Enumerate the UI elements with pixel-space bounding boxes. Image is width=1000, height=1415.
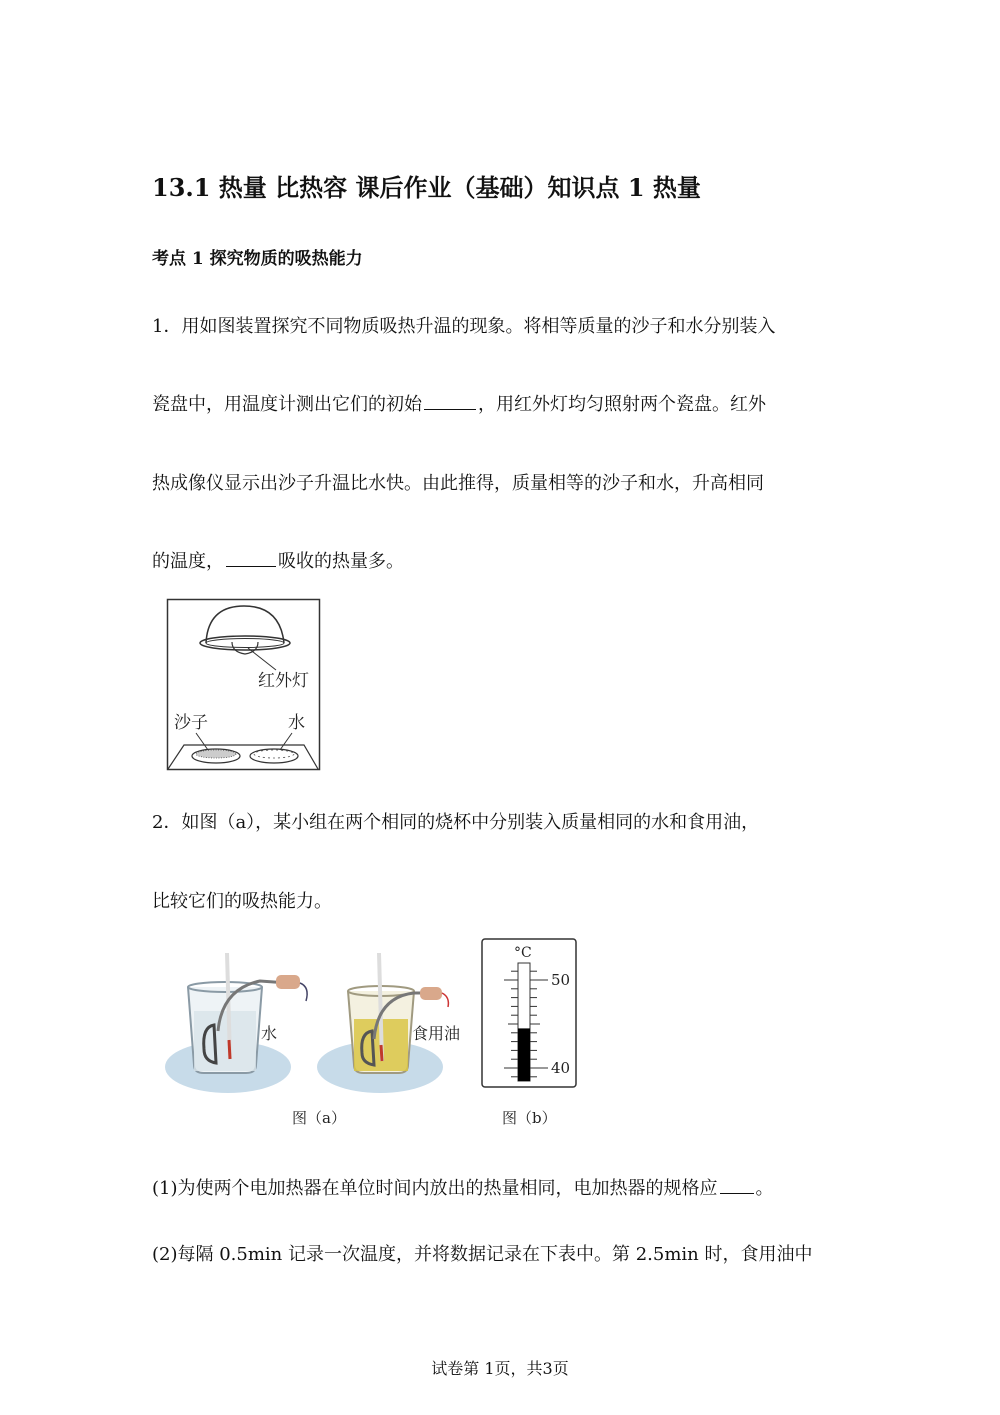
q2-line-1: 2．如图（a），某小组在两个相同的烧杯中分别装入质量相同的水和食用油，	[152, 812, 760, 833]
water-dish-icon	[250, 749, 298, 763]
beaker-water-label: 水	[261, 1024, 278, 1043]
thermometer-figure	[480, 937, 580, 1129]
figure-b-caption: 图（b）	[502, 1109, 557, 1127]
beakers-figure	[164, 945, 464, 1130]
q2-sub-1	[152, 1174, 774, 1200]
beaker-oil-label: 食用油	[412, 1024, 461, 1043]
q1-line-4-a: 的温度，	[152, 551, 224, 572]
tick-label-bottom: 40	[551, 1059, 571, 1077]
q2-sub-1-a: (1)为使两个电加热器在单位时间内放出的热量相同，电加热器的规格应	[152, 1178, 718, 1199]
lamp-label: 红外灯	[258, 671, 309, 691]
q1-line-4	[152, 547, 404, 573]
tick-label-top: 50	[551, 971, 571, 989]
mercury-column	[518, 1028, 530, 1081]
answer-blank[interactable]	[226, 565, 276, 567]
q1-line-4-b: 吸收的热量多。	[278, 551, 404, 572]
figure-a-caption: 图（a）	[292, 1109, 346, 1127]
q1-line-1: 1．用如图装置探究不同物质吸热升温的现象。将相等质量的沙子和水分别装入	[152, 316, 776, 337]
answer-blank[interactable]	[720, 1192, 754, 1194]
q1-line-2	[152, 390, 766, 416]
unit-label: °C	[514, 945, 532, 961]
q1-line-2-a: 瓷盘中，用温度计测出它们的初始	[152, 394, 422, 415]
page-title: 13.1 热量 比热容 课后作业（基础）知识点 1 热量	[152, 173, 701, 202]
infrared-lamp-figure	[166, 598, 322, 773]
sand-label: 沙子	[174, 713, 208, 733]
q2-sub-2: (2)每隔 0.5min 记录一次温度，并将数据记录在下表中。第 2.5min 时，食用油中	[152, 1244, 813, 1265]
section-heading: 考点 1 探究物质的吸热能力	[152, 249, 363, 269]
water-label: 水	[288, 713, 305, 733]
q1-line-2-b: ，用红外灯均匀照射两个瓷盘。红外	[478, 394, 766, 415]
q1-line-3: 热成像仪显示出沙子升温比水快。由此推得，质量相等的沙子和水，升高相同	[152, 473, 764, 494]
page-footer: 试卷第 1页，共3页	[431, 1359, 569, 1378]
answer-blank[interactable]	[424, 408, 476, 410]
water-beaker-icon	[188, 953, 307, 1073]
q2-line-2: 比较它们的吸热能力。	[152, 891, 332, 912]
q2-sub-1-b: 。	[755, 1178, 774, 1199]
